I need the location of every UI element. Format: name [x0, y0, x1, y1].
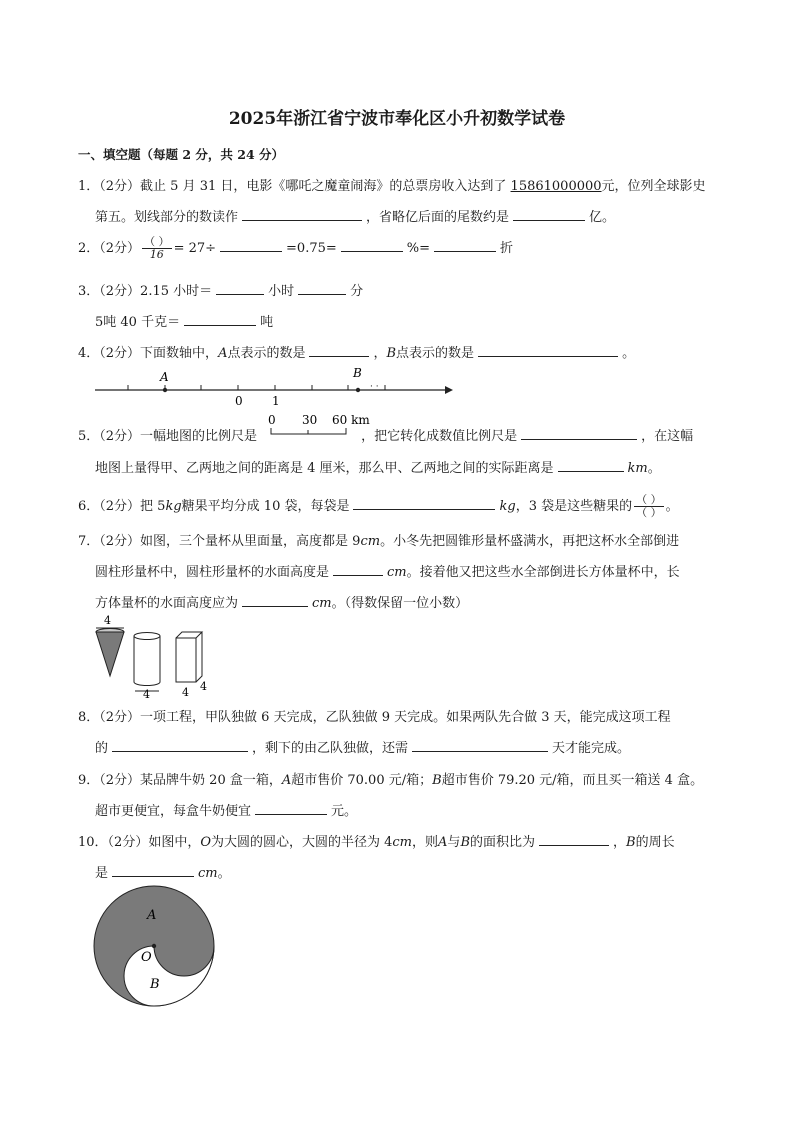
question-8-line-1: 8．（2分）一项工程，甲队独做 6 天完成，乙队独做 9 天完成。如果两队先合做 3 天，能完成这项工程: [78, 710, 671, 725]
arrow-icon: [445, 386, 453, 394]
svg-text:4: 4: [182, 686, 189, 699]
question-7-line-2: 圆柱形量杯中，圆柱形量杯的水面高度是 cm。接着他又把这些水全部倒进长方体量杯中，长: [95, 561, 680, 580]
answer-blank[interactable]: [255, 801, 327, 815]
answer-blank[interactable]: [216, 281, 264, 295]
cylinder-top: [134, 633, 160, 640]
answer-blank[interactable]: [434, 238, 496, 252]
answer-blank[interactable]: [539, 832, 609, 846]
underlined-figure: 15861000000: [510, 179, 602, 194]
svg-text:4: 4: [104, 614, 111, 627]
fraction: $\frac{( )}{16}$: [144, 235, 170, 261]
label-b: B: [353, 366, 362, 380]
ellipsis-dots: · ·: [370, 382, 379, 392]
answer-blank[interactable]: [478, 343, 618, 357]
question-number: 3．: [78, 284, 100, 299]
scale-bar: [271, 428, 346, 434]
answer-blank[interactable]: [112, 738, 248, 752]
scale-bar-figure: [266, 412, 376, 440]
answer-blank[interactable]: [353, 496, 495, 510]
label-one: 1: [272, 394, 280, 408]
svg-text:0: 0: [268, 413, 276, 427]
question-4: 4．（2分）下面数轴中，A点表示的数是 ，B点表示的数是 。: [78, 342, 635, 361]
question-3-line-1: 3．（2分）2.15 小时＝ 小时 分: [78, 280, 363, 299]
answer-blank[interactable]: [184, 312, 256, 326]
question-number: 10．: [78, 835, 108, 850]
containers-figure: [92, 612, 222, 700]
cylinder-body: [134, 636, 160, 686]
box-body: [176, 632, 202, 682]
point-b: [356, 388, 360, 392]
question-number: 7．: [78, 534, 100, 549]
question-1-line-1: 1．（2分）截止 5 月 31 日，电影《哪吒之魔童闹海》的总票房收入达到了 15861000000元，位列全球影史: [78, 179, 706, 194]
answer-blank[interactable]: [333, 562, 383, 576]
answer-blank[interactable]: [412, 738, 548, 752]
page-title: 2025年浙江省宁波市奉化区小升初数学试卷: [228, 109, 566, 129]
question-10-line-1: 10．（2分）如图中，O为大圆的圆心，大圆的半径为 4cm，则A与B的面积比为 ，B的周长: [78, 831, 675, 850]
question-number: 9．: [78, 773, 100, 788]
answer-blank[interactable]: [309, 343, 369, 357]
label-a: A: [160, 370, 169, 384]
question-number: 5．: [78, 429, 100, 444]
answer-blank[interactable]: [521, 426, 637, 440]
question-10-line-2: 是 cm。: [95, 862, 231, 881]
question-number: 4．: [78, 346, 100, 361]
label-b: B: [150, 977, 160, 992]
question-8-line-2: 的 ，剩下的由乙队独做，还需 天才能完成。: [95, 737, 630, 756]
question-2: 2．（2分） $\frac{( )}{16}$ = 27÷ =0.75= %= 折: [78, 235, 514, 261]
question-9-line-1: 9．（2分）某品牌牛奶 20 盒一箱，A超市售价 70.00 元/箱；B超市售价 79.20 元/箱，而且买一箱送 4 盒。: [78, 773, 704, 788]
question-7-line-1: 7．（2分）如图，三个量杯从里面量，高度都是 9cm。小冬先把圆锥形量杯盛满水，再把这杯水全部倒进: [78, 534, 680, 549]
section-heading: 一、填空题（每题 2 分，共 24 分）: [78, 147, 285, 162]
question-number: 1．: [78, 179, 100, 194]
circle-figure: [92, 884, 222, 1014]
question-7-line-3: 方体量杯的水面高度应为 cm。（得数保留一位小数）: [95, 592, 468, 611]
question-5-line-2: 地图上量得甲、乙两地之间的距离是 4 厘米，那么甲、乙两地之间的实际距离是 km。: [95, 457, 661, 476]
answer-blank[interactable]: [558, 458, 624, 472]
svg-text:30: 30: [302, 413, 318, 427]
label-o: O: [141, 950, 152, 965]
answer-blank[interactable]: [220, 238, 282, 252]
point-a: [163, 388, 167, 392]
number-line-figure: [90, 365, 460, 409]
answer-blank[interactable]: [242, 207, 362, 221]
svg-text:4: 4: [143, 688, 150, 700]
answer-blank[interactable]: [298, 281, 346, 295]
svg-text:60 km: 60 km: [332, 413, 370, 427]
answer-blank[interactable]: [341, 238, 403, 252]
question-number: 8．: [78, 710, 100, 725]
question-6: 6．（2分）把 5kg糖果平均分成 10 袋，每袋是 kg，3 袋是这些糖果的 $\frac{( )}{( )}$ 。: [78, 493, 679, 519]
cone-body: [96, 632, 124, 676]
answer-blank[interactable]: [112, 863, 194, 877]
question-number: 2．: [78, 241, 100, 256]
answer-blank[interactable]: [513, 207, 585, 221]
question-1-line-2: 第五。划线部分的数读作 ，省略亿后面的尾数约是 亿。: [95, 206, 615, 225]
label-zero: 0: [235, 394, 243, 408]
fraction: $\frac{( )}{( )}$: [636, 493, 662, 519]
question-5-line-1: 5．（2分）一幅地图的比例尺是 ，把它转化成数值比例尺是 ，在这幅: [78, 425, 693, 444]
question-9-line-2: 超市更便宜，每盒牛奶便宜 元。: [95, 800, 357, 819]
svg-text:4: 4: [200, 680, 207, 693]
answer-blank[interactable]: [242, 593, 308, 607]
question-3-line-2: 5吨 40 千克＝ 吨: [95, 311, 273, 330]
label-a: A: [147, 908, 157, 923]
center-point: [152, 944, 156, 948]
question-number: 6．: [78, 499, 100, 514]
